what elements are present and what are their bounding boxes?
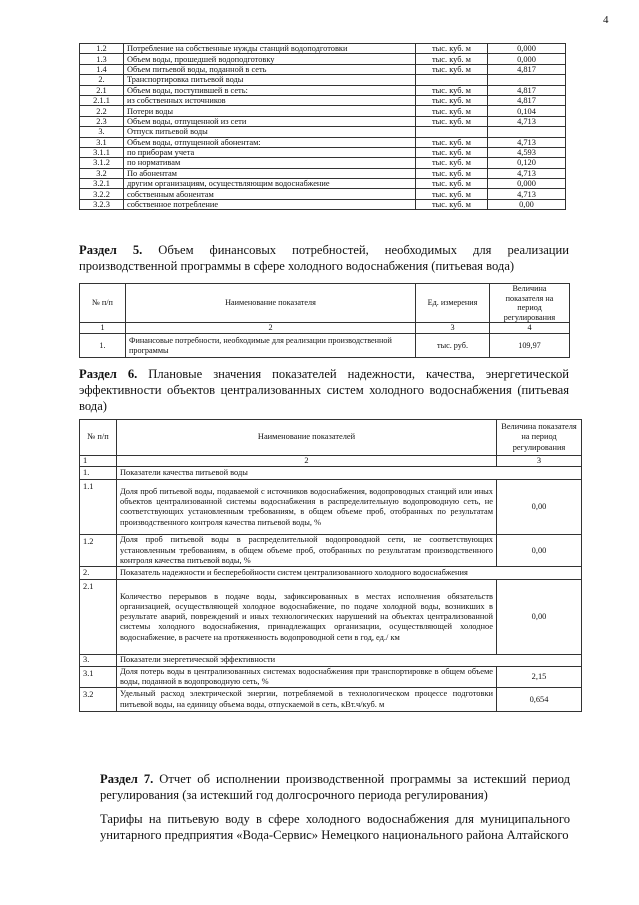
t1-cell-num: 2.3 — [80, 116, 124, 126]
t3-cell-value: 0,654 — [497, 688, 582, 712]
t1-cell-unit: тыс. куб. м — [416, 64, 488, 74]
table-row — [80, 85, 566, 95]
reliability-indicators-table — [79, 419, 582, 712]
t1-cell-value: 0,104 — [488, 106, 566, 116]
table-row — [80, 75, 566, 85]
section-5-text: Объем финансовых потребностей, необходимых для реализации производственной программы в сфере холодного водоснабжения (питьевая вода) — [79, 243, 569, 273]
t1-cell-unit — [416, 75, 488, 85]
t1-cell-unit: тыс. куб. м — [416, 179, 488, 189]
production-volumes-table — [79, 43, 566, 210]
t1-cell-value: 0,120 — [488, 158, 566, 168]
t2-header-value: Величина показателя на период регулирования — [490, 284, 570, 323]
table-row — [80, 168, 566, 178]
t1-cell-num: 3.2 — [80, 168, 124, 178]
t1-cell-name: из собственных источников — [124, 95, 416, 105]
t1-cell-name: по нормативам — [124, 158, 416, 168]
t2-row-num: 1. — [80, 334, 126, 358]
t3-cell-num: 3.2 — [80, 688, 117, 712]
t1-cell-value: 4,713 — [488, 168, 566, 178]
table-row — [80, 179, 566, 189]
t1-cell-unit: тыс. куб. м — [416, 116, 488, 126]
t1-cell-unit: тыс. куб. м — [416, 106, 488, 116]
section-5-heading — [79, 242, 569, 274]
t3-cell-num: 2.1 — [80, 580, 117, 655]
t1-cell-name: собственным абонентам — [124, 189, 416, 199]
t3-cell-name: Показатель надежности и бесперебойности систем централизованного холодного водоснабжения — [117, 567, 582, 580]
section-6-label: Раздел 6. — [79, 367, 138, 381]
table-row — [80, 137, 566, 147]
t1-cell-value — [488, 75, 566, 85]
t3-header-name: Наименование показателей — [117, 420, 497, 456]
table-row — [80, 655, 582, 666]
t3-colnum-2: 2 — [117, 456, 497, 467]
t2-row-value: 109,97 — [490, 334, 570, 358]
t1-cell-name: собственное потребление — [124, 199, 416, 209]
table-row — [80, 199, 566, 209]
t1-cell-num: 1.3 — [80, 54, 124, 64]
t3-cell-value: 0,00 — [497, 535, 582, 567]
t1-cell-value — [488, 127, 566, 137]
section-5-label: Раздел 5. — [79, 243, 143, 257]
t1-cell-name: Объем питьевой воды, поданной в сеть — [124, 64, 416, 74]
t1-cell-name: другим организациям, осуществляющим водоснабжение — [124, 179, 416, 189]
t3-cell-name: Показатели энергетической эффективности — [117, 655, 582, 666]
t1-cell-name: Объем воды, отпущенной абонентам: — [124, 137, 416, 147]
t2-colnum-4: 4 — [490, 323, 570, 334]
t3-cell-name: Доля потерь воды в централизованных системах водоснабжения при транспортировке в общем объеме воды, поданной в водопроводную сеть, % — [117, 666, 497, 688]
t3-cell-name: Доля проб питьевой воды, подаваемой с источников водоснабжения, водопроводных станций или иных объектов централизованной системы водоснабжения в распределительную водопроводную сеть, не соответствующих установленным требованиям, в общем объеме проб, отобранных по результатам производственного контроля качества питьевой воды, % — [117, 480, 497, 535]
t1-cell-name: Объем воды, поступившей в сеть: — [124, 85, 416, 95]
t1-cell-value: 4,593 — [488, 147, 566, 157]
table-row — [80, 127, 566, 137]
t1-cell-num: 3.2.1 — [80, 179, 124, 189]
table-row — [80, 189, 566, 199]
t3-cell-num: 1.1 — [80, 480, 117, 535]
t2-colnum-1: 1 — [80, 323, 126, 334]
t3-cell-name: Доля проб питьевой воды в распределительной водопроводной сети, не соответствующих установленным требованиям, в общем объеме проб, отобранных по результатам производственного контроля качества питьевой воды, % — [117, 535, 497, 567]
t1-cell-name: По абонентам — [124, 168, 416, 178]
t1-cell-unit: тыс. куб. м — [416, 199, 488, 209]
page-number: 4 — [603, 14, 609, 26]
t1-cell-value: 0,000 — [488, 179, 566, 189]
t1-cell-num: 3.2.2 — [80, 189, 124, 199]
t3-cell-value: 2,15 — [497, 666, 582, 688]
tariff-paragraph: Тарифы на питьевую воду в сфере холодного водоснабжения для муниципального унитарного предприятия «Вода-Сервис» Немецкого национального района Алтайского — [100, 812, 570, 842]
t1-cell-num: 2. — [80, 75, 124, 85]
t1-cell-value: 4,817 — [488, 85, 566, 95]
table-row — [80, 95, 566, 105]
t1-cell-unit — [416, 127, 488, 137]
t2-header-name: Наименование показателя — [126, 284, 416, 323]
t1-cell-value: 4,817 — [488, 64, 566, 74]
t3-cell-value: 0,00 — [497, 580, 582, 655]
table-row — [80, 688, 582, 712]
t3-cell-name: Количество перерывов в подаче воды, зафиксированных в местах исполнения обязательств организацией, осуществляющей холодное водоснабжение, по подаче холодной воды, возникших в результате аварий, повреждений и иных технологических нарушений на объектах централизованной системы холодного водоснабжения, принадлежащих организации, осуществляющей холодное водоснабжение, в расчете на протяженность водопроводной сети в год, ед./ км — [117, 580, 497, 655]
t2-row-unit: тыс. руб. — [416, 334, 490, 358]
t1-cell-unit: тыс. куб. м — [416, 95, 488, 105]
section-6-text: Плановые значения показателей надежности, качества, энергетической эффективности объектов централизованных систем холодного водоснабжения (питьевая вода) — [79, 367, 569, 413]
t2-colnum-3: 3 — [416, 323, 490, 334]
t1-cell-num: 2.1 — [80, 85, 124, 95]
section-7-text: Отчет об исполнении производственной программы за истекший период регулирования (за истекший год долгосрочного периода регулирования) — [100, 772, 570, 802]
section-7-label: Раздел 7. — [100, 772, 154, 786]
t1-cell-unit: тыс. куб. м — [416, 189, 488, 199]
t1-cell-unit: тыс. куб. м — [416, 44, 488, 54]
t3-cell-num: 3.1 — [80, 666, 117, 688]
t3-cell-num: 3. — [80, 655, 117, 666]
table-row — [80, 567, 582, 580]
t1-cell-name: Объем воды, прошедшей водоподготовку — [124, 54, 416, 64]
t2-colnum-2: 2 — [126, 323, 416, 334]
t1-cell-value: 4,713 — [488, 137, 566, 147]
t1-cell-unit: тыс. куб. м — [416, 147, 488, 157]
t3-cell-name: Удельный расход электрической энергии, потребляемой в технологическом процессе подготовки питьевой воды, на единицу объема воды, отпускаемой в сеть, кВт.ч/куб. м — [117, 688, 497, 712]
t3-header-value: Величина показателя на период регулирования — [497, 420, 582, 456]
t2-header-unit: Ед. измерения — [416, 284, 490, 323]
t1-cell-unit: тыс. куб. м — [416, 168, 488, 178]
t1-cell-num: 3.1.2 — [80, 158, 124, 168]
t1-cell-name: Объем воды, отпущенной из сети — [124, 116, 416, 126]
t1-cell-value: 4,713 — [488, 116, 566, 126]
t1-cell-name: Потери воды — [124, 106, 416, 116]
table-row — [80, 147, 566, 157]
t1-cell-value: 4,817 — [488, 95, 566, 105]
t1-cell-num: 3.1 — [80, 137, 124, 147]
financial-needs-table — [79, 283, 570, 358]
t3-cell-num: 1. — [80, 467, 117, 480]
table-row — [80, 64, 566, 74]
t1-cell-num: 2.1.1 — [80, 95, 124, 105]
t1-cell-unit: тыс. куб. м — [416, 137, 488, 147]
t3-cell-num: 1.2 — [80, 535, 117, 567]
t1-cell-num: 3.1.1 — [80, 147, 124, 157]
t1-cell-unit: тыс. куб. м — [416, 158, 488, 168]
t2-header-num: № п/п — [80, 284, 126, 323]
t1-cell-num: 1.4 — [80, 64, 124, 74]
t1-cell-num: 3.2.3 — [80, 199, 124, 209]
t1-cell-num: 1.2 — [80, 44, 124, 54]
table-row — [80, 116, 566, 126]
t3-cell-value: 0,00 — [497, 480, 582, 535]
table-row — [80, 580, 582, 655]
t3-colnum-3: 3 — [497, 456, 582, 467]
t1-cell-value: 0,000 — [488, 44, 566, 54]
table-row — [80, 158, 566, 168]
t3-header-num: № п/п — [80, 420, 117, 456]
t1-cell-name: Потребление на собственные нужды станций водоподготовки — [124, 44, 416, 54]
t3-cell-num: 2. — [80, 567, 117, 580]
t1-cell-name: по приборам учета — [124, 147, 416, 157]
table-row — [80, 666, 582, 688]
t1-cell-num: 3. — [80, 127, 124, 137]
table-row — [80, 44, 566, 54]
table-row — [80, 480, 582, 535]
t1-cell-name: Транспортировка питьевой воды — [124, 75, 416, 85]
t1-cell-value: 0,00 — [488, 199, 566, 209]
t2-row-name: Финансовые потребности, необходимые для реализации производственной программы — [126, 334, 416, 358]
t1-cell-unit: тыс. куб. м — [416, 54, 488, 64]
table-row — [80, 54, 566, 64]
table-row — [80, 535, 582, 567]
section-7-heading — [100, 771, 570, 803]
table-row — [80, 106, 566, 116]
t1-cell-value: 0,000 — [488, 54, 566, 64]
t1-cell-num: 2.2 — [80, 106, 124, 116]
table-row — [80, 467, 582, 480]
t3-colnum-1: 1 — [80, 456, 117, 467]
section-6-heading — [79, 366, 569, 414]
t1-cell-value: 4,713 — [488, 189, 566, 199]
t1-cell-name: Отпуск питьевой воды — [124, 127, 416, 137]
t1-cell-unit: тыс. куб. м — [416, 85, 488, 95]
t3-cell-name: Показатели качества питьевой воды — [117, 467, 582, 480]
